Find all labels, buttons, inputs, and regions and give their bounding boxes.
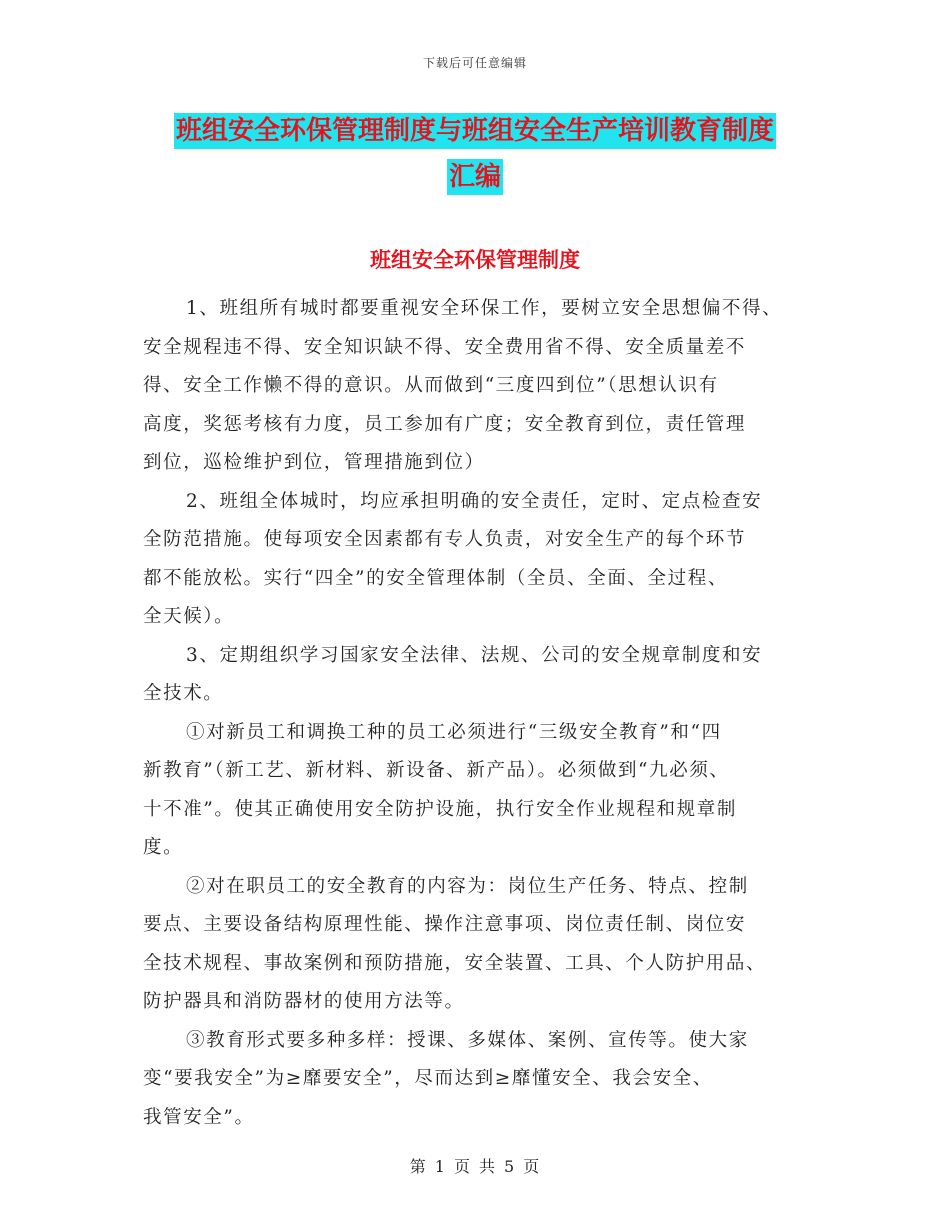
paragraph-line: 安全规程违不得、安全知识缺不得、安全费用省不得、安全质量差不 xyxy=(143,336,747,358)
paragraph-line: ①对新员工和调换工种的员工必须进行“三级安全教育”和“四 xyxy=(186,721,722,743)
paragraph-line: ②对在职员工的安全教育的内容为：岗位生产任务、特点、控制 xyxy=(186,875,749,897)
footer-suffix: 页 xyxy=(523,1157,541,1176)
footer-page-number: 1 xyxy=(434,1157,446,1176)
paragraph-line: ③教育形式要多种多样：授课、多媒体、案例、宣传等。使大家 xyxy=(186,1029,749,1051)
paragraph-5 xyxy=(143,868,825,1022)
paragraph-line: 度。 xyxy=(143,837,184,858)
paragraph-line: 要点、主要设备结构原理性能、操作注意事项、岗位责任制、岗位安 xyxy=(143,914,747,935)
paragraph-line: 我管安全”。 xyxy=(143,1106,255,1128)
paragraph-line: 变“要我安全”为≥靡要安全”，尽而达到≥靡懂安全、我会安全、 xyxy=(143,1068,713,1089)
paragraph-line: 新教育”（新工艺、新材料、新设备、新产品）。必须做到“九必须、 xyxy=(143,760,730,781)
paragraph-line: 1、班组所有城时都要重视安全环保工作，要树立安全思想偏不得、 xyxy=(186,298,783,319)
paragraph-3 xyxy=(143,637,825,714)
paragraph-line: 2、班组全体城时，均应承担明确的安全责任，定时、定点检查安 xyxy=(186,490,763,512)
footer-total-label: 共 xyxy=(479,1157,497,1176)
paragraph-1 xyxy=(143,290,825,483)
paragraph-line: 全技术。 xyxy=(143,683,224,704)
paragraph-2 xyxy=(143,483,825,637)
section-title: 班组安全环保管理制度 xyxy=(370,248,580,272)
paragraph-line: 全天候）。 xyxy=(143,606,235,627)
body-text xyxy=(143,290,825,1137)
paragraph-line: 全防范措施。使每项安全因素都有专人负责，对安全生产的每个环节 xyxy=(143,529,747,550)
paragraph-line: 到位，巡检维护到位，管理措施到位） xyxy=(143,452,485,473)
document-title-line-1: 班组安全环保管理制度与班组安全生产培训教育制度 xyxy=(174,113,776,149)
footer-total-pages: 5 xyxy=(504,1157,516,1176)
paragraph-line: 高度，奖惩考核有力度，员工参加有广度；安全教育到位，责任管理 xyxy=(143,413,747,435)
paragraph-4 xyxy=(143,714,825,868)
paragraph-line: 全技术规程、事故案例和预防措施，安全装置、工具、个人防护用品、 xyxy=(143,952,767,974)
footer-prefix: 第 xyxy=(409,1157,427,1176)
paragraph-6 xyxy=(143,1022,825,1138)
footer-page-label: 页 xyxy=(453,1157,471,1176)
paragraph-line: 防护器具和消防器材的使用方法等。 xyxy=(143,991,465,1012)
paragraph-line: 十不准”。使其正确使用安全防护设施，执行安全作业规程和规章制 xyxy=(143,798,737,820)
header-note: 下载后可任意编辑 xyxy=(422,56,527,70)
paragraph-line: 都不能放松。实行“四全”的安全管理体制（全员、全面、全过程、 xyxy=(143,567,728,589)
document-title-line-2: 汇编 xyxy=(447,159,503,195)
paragraph-line: 得、安全工作懒不得的意识。从而做到“三度四到位”（思想认识有 xyxy=(143,375,719,396)
page-footer xyxy=(0,1154,950,1177)
paragraph-line: 3、定期组织学习国家安全法律、法规、公司的安全规章制度和安 xyxy=(186,644,763,666)
document-title xyxy=(150,108,800,200)
